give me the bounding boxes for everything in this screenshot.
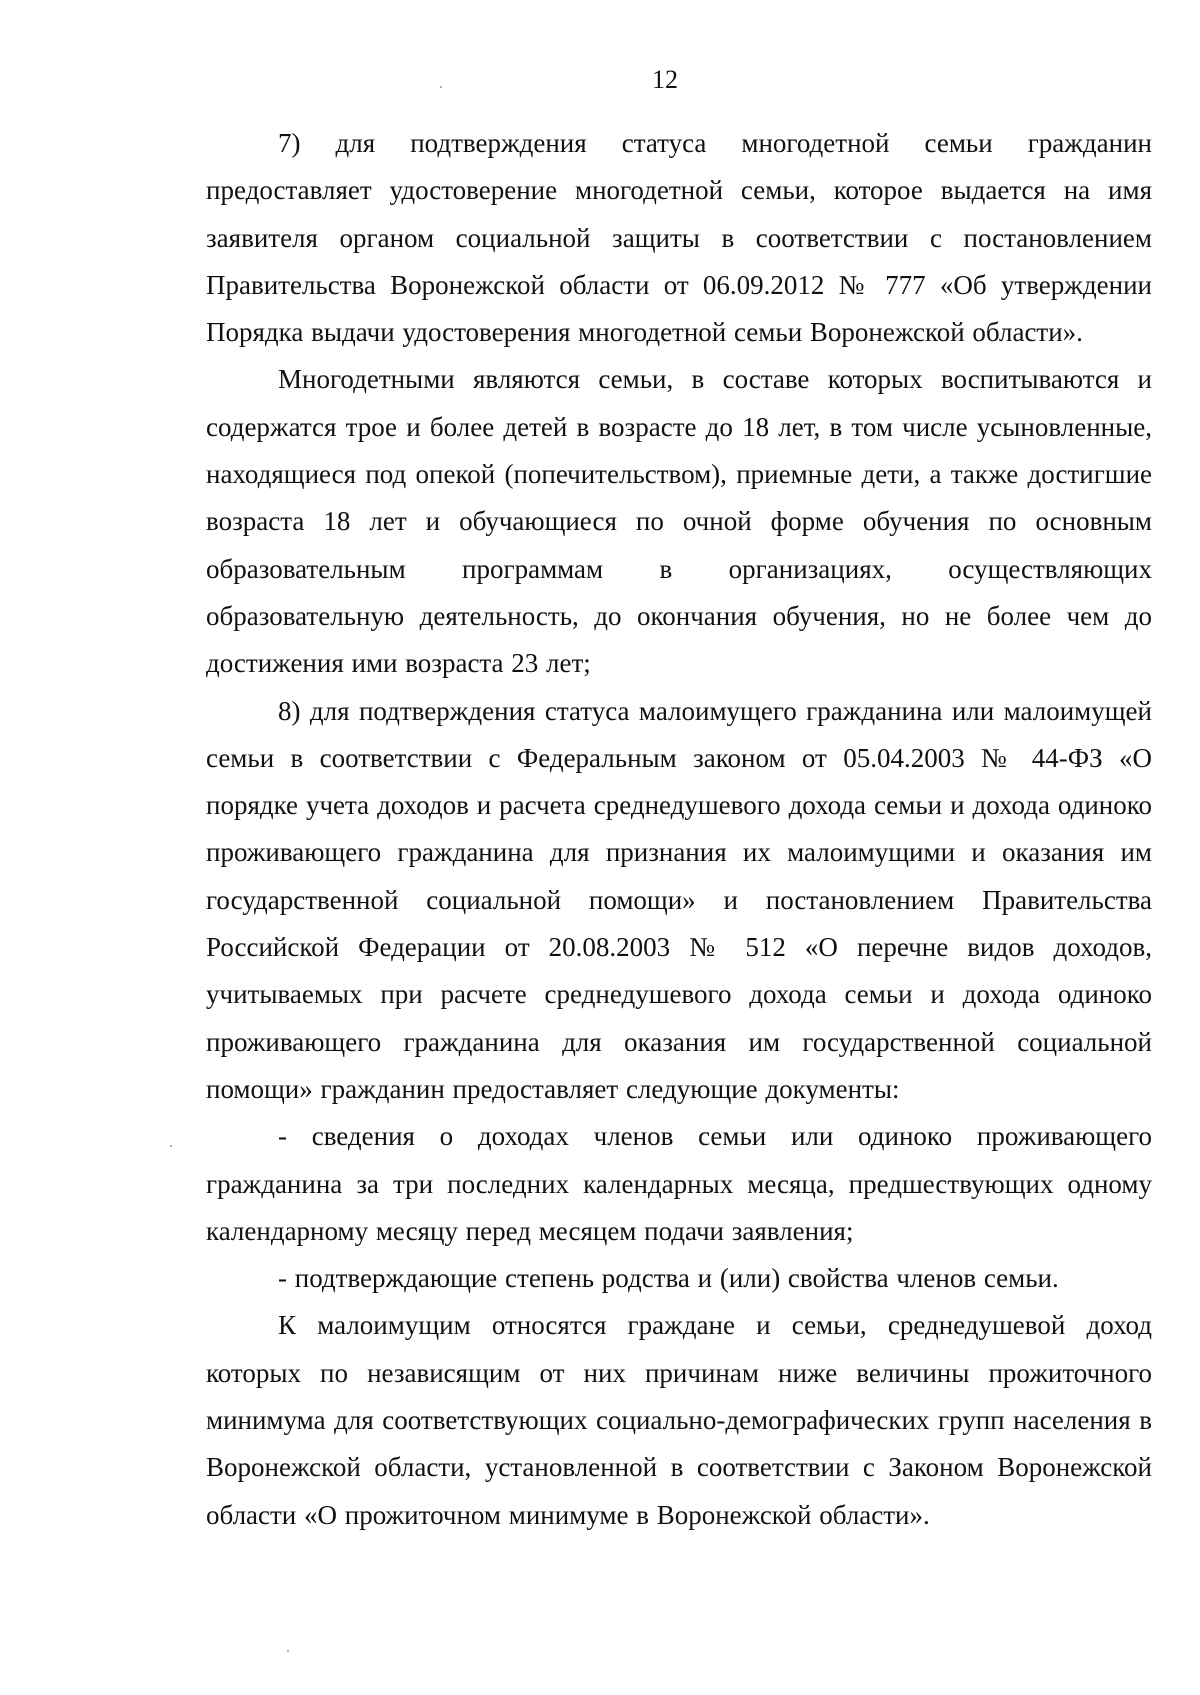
paragraph-kinship: - подтверждающие степень родства и (или) свойства членов семьи.	[278, 1263, 1059, 1294]
paragraph-income-info: - сведения о доходах членов семьи или одиноко проживающего гражданина за три последних календарных месяца, предшествующих одному календарному месяцу перед месяцем подачи заявления;	[206, 1121, 1152, 1246]
document-body	[206, 120, 1152, 1539]
paragraph-low-income: К малоимущим относятся граждане и семьи, среднедушевой доход которых по независящим от них причинам ниже величины прожиточного минимума для соответствующих социально-демографических групп населения в Воронежской области, установленной в соответствии с Законом Воронежской области «О прожиточном минимуме в Воронежской области».	[206, 1310, 1152, 1530]
scan-speck	[440, 86, 442, 88]
paragraph-large-families: Многодетными являются семьи, в составе которых воспитываются и содержатся трое и более детей в возрасте до 18 лет, в том числе усыновленные, находящиеся под опекой (попечительством), приемные дети, а также достигшие возраста 18 лет и обучающиеся по очной форме обучения по основным образовательным программам в организациях, осуществляющих образовательную деятельность, до окончания обучения, но не более чем до достижения ими возраста 23 лет;	[206, 364, 1152, 679]
paragraph-item-8: 8) для подтверждения статуса малоимущего гражданина или малоимущей семьи в соответствии с Федеральным законом от 05.04.2003 № 44-ФЗ «О порядке учета доходов и расчета среднедушевого дохода семьи и дохода одиноко проживающего гражданина для признания их малоимущими и оказания им государственной социальной помощи» и постановлением Правительства Российской Федерации от 20.08.2003 № 512 «О перечне видов доходов, учитываемых при расчете среднедушевого дохода семьи и дохода одиноко проживающего гражданина для оказания им государственной социальной помощи» гражданин предоставляет следующие документы:	[206, 695, 1152, 1104]
page-number: 12	[652, 65, 678, 94]
scan-speck	[170, 1145, 172, 1147]
paragraph-item-7: 7) для подтверждения статуса многодетной семьи гражданин предоставляет удостоверение многодетной семьи, которое выдается на имя заявителя органом социальной защиты в соответствии с постановлением Правительства Воронежской области от 06.09.2012 № 777 «Об утверждении Порядка выдачи удостоверения многодетной семьи Воронежской области».	[206, 128, 1152, 348]
scan-speck	[287, 1650, 289, 1652]
